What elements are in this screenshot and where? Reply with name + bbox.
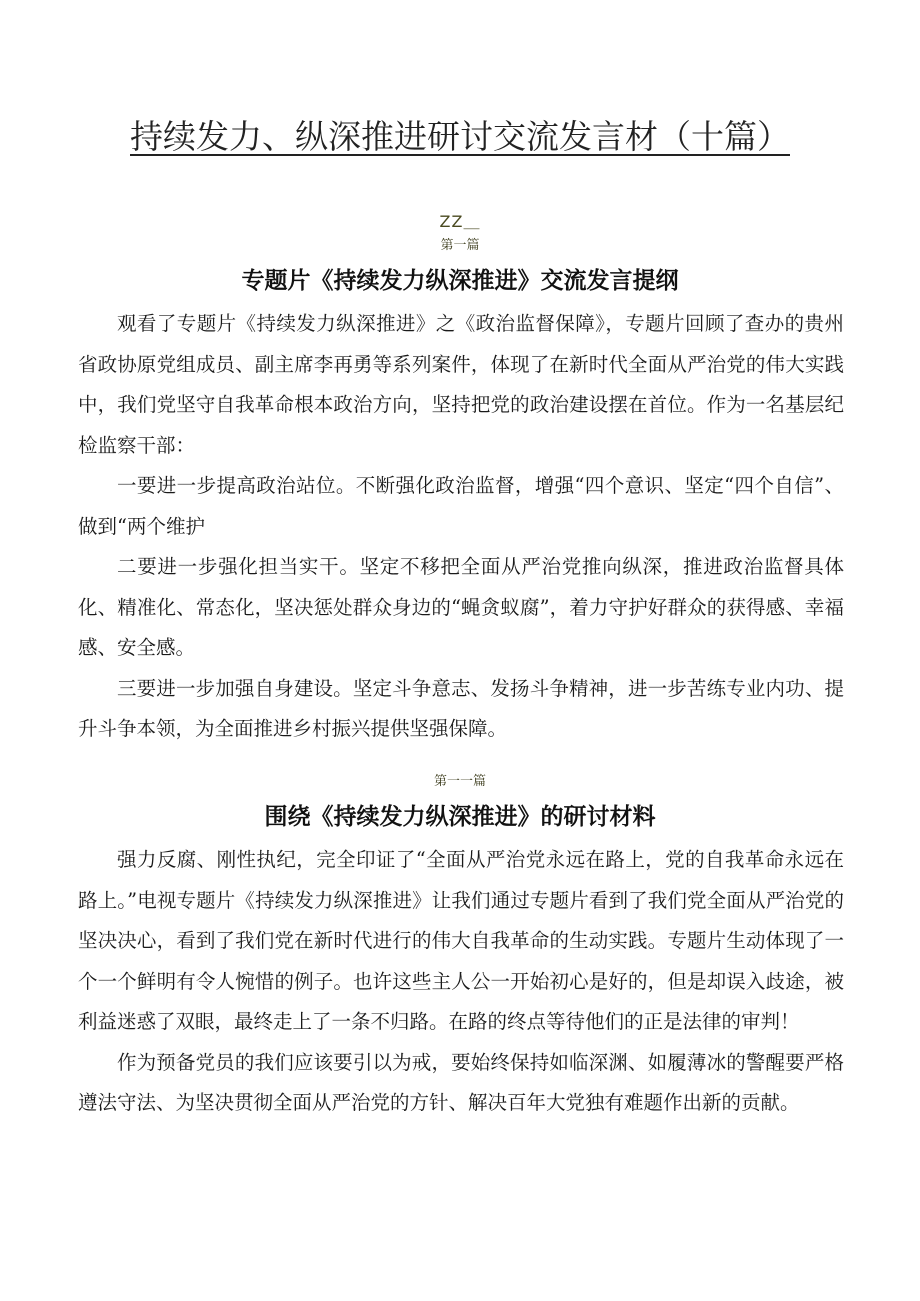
paragraph: 一要进一步提高政治站位。不断强化政治监督，增强“四个意识、坚定“四个自信”、做到“两个维护 [78,474,844,538]
document-marker: ZZ＿ [439,212,481,231]
paragraph: 强力反腐、刚性执纪，完全印证了“全面从严治党永远在路上，党的自我革命永远在路上。”电视专题片《持续发力纵深推进》让我们通过专题片看到了我们党全面从严治党的坚决决心，看到了我们党在新时代进行的伟大自我革命的生动实践。专题片生动体现了一个一个鲜明有令人惋惜的例子。也许这些主人公一开始初心是好的，但是却误入歧途，被利益迷惑了双眼，最终走上了一条不归路。在路的终点等待他们的正是法律的审判！ [78,848,844,1033]
section-2-label: 第一一篇 [433,774,486,789]
paragraph: 观看了专题片《持续发力纵深推进》之《政治监督保障》，专题片回顾了查办的贵州省政协原党组成员、副主席李再勇等系列案件，体现了在新时代全面从严治党的伟大实践中，我们党坚守自我革命根本政治方向，坚持把党的政治建设摆在首位。作为一名基层纪检监察干部： [78,312,844,457]
paragraph: 作为预备党员的我们应该要引以为戒，要始终保持如临深渊、如履薄冰的警醒要严格遵法守法、为坚决贯彻全面从严治党的方针、解决百年大党独有难题作出新的贡献。 [78,1050,844,1114]
section-2-heading: 围绕《持续发力纵深推进》的研讨材料 [264,804,656,830]
section-1-body [78,304,844,750]
paragraph: 二要进一步强化担当实干。坚定不移把全面从严治党推向纵深，推进政治监督具体化、精准化、常态化，坚决惩处群众身边的“蝇贪蚁腐”，着力守护好群众的获得感、幸福感、安全感。 [78,555,844,659]
document-title-text: 持续发力、纵深推进研讨交流发言材（十篇） [130,117,790,156]
section-1-heading: 专题片《持续发力纵深推进》交流发言提纲 [241,268,679,294]
section-1-label: 第一篇 [440,238,480,253]
section-2-body [78,840,844,1124]
paragraph: 三要进一步加强自身建设。坚定斗争意志、发扬斗争精神，进一步苦练专业内功、提升斗争本领，为全面推进乡村振兴提供坚强保障。 [78,676,844,740]
document-title [0,112,920,162]
